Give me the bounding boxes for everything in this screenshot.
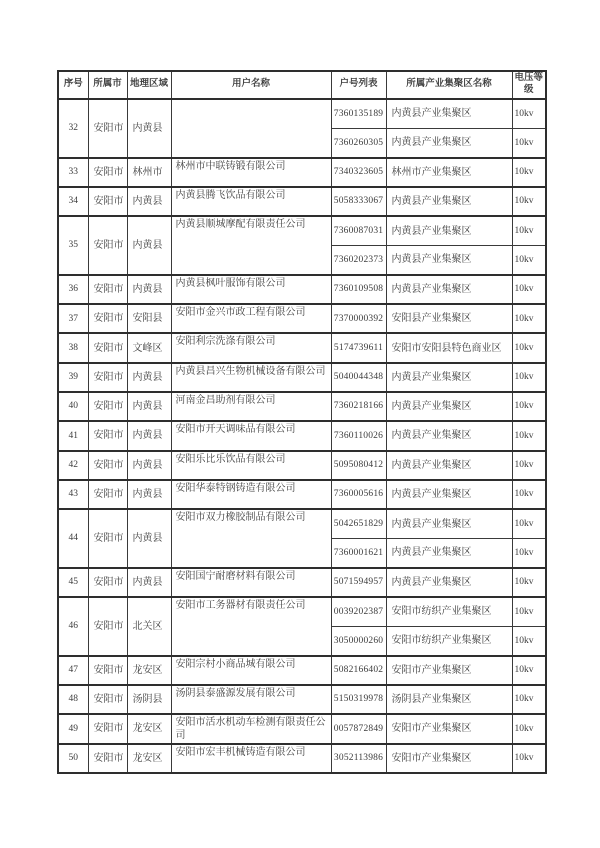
account-number-cell: 5082166402	[331, 656, 386, 685]
region-cell: 内黄县	[127, 216, 171, 275]
serial-number-cell: 44	[58, 509, 88, 568]
region-cell: 安阳县	[127, 304, 171, 333]
city-cell: 安阳市	[88, 304, 127, 333]
user-name-cell: 内黄县顺城摩配有限责任公司	[171, 216, 331, 275]
voltage-level-cell: 10kv	[512, 392, 546, 421]
region-cell: 北关区	[127, 597, 171, 656]
account-number-cell: 5040044348	[331, 363, 386, 392]
voltage-level-cell: 10kv	[512, 451, 546, 480]
serial-number-cell: 45	[58, 568, 88, 597]
table-row	[58, 99, 546, 128]
account-number-cell: 5150319978	[331, 685, 386, 714]
table-row	[58, 363, 546, 392]
voltage-level-cell: 10kv	[512, 480, 546, 509]
header-city: 所属市	[88, 71, 127, 99]
table-row	[58, 685, 546, 714]
user-name-cell: 内黄县腾飞饮品有限公司	[171, 187, 331, 216]
serial-number-cell: 38	[58, 333, 88, 362]
user-name-cell: 汤阴县泰盛源发展有限公司	[171, 685, 331, 714]
voltage-level-cell: 10kv	[512, 245, 546, 274]
city-cell: 安阳市	[88, 597, 127, 656]
region-cell: 内黄县	[127, 480, 171, 509]
table-header-row	[58, 71, 546, 99]
user-name-cell: 安阳市金兴市政工程有限公司	[171, 304, 331, 333]
table-row	[58, 392, 546, 421]
table-row	[58, 714, 546, 743]
cluster-zone-cell: 安阳县产业集聚区	[386, 304, 512, 333]
voltage-level-cell: 10kv	[512, 597, 546, 626]
cluster-zone-cell: 安阳市产业集聚区	[386, 744, 512, 773]
voltage-level-cell: 10kv	[512, 714, 546, 743]
account-number-cell: 7360135189	[331, 99, 386, 128]
table-row	[58, 656, 546, 685]
city-cell: 安阳市	[88, 714, 127, 743]
header-account-list: 户号列表	[331, 71, 386, 99]
cluster-zone-cell: 内黄县产业集聚区	[386, 509, 512, 538]
voltage-level-cell: 10kv	[512, 158, 546, 187]
voltage-level-cell: 10kv	[512, 685, 546, 714]
user-name-cell: 安阳市双力橡胶制品有限公司	[171, 509, 331, 568]
account-number-cell: 0057872849	[331, 714, 386, 743]
serial-number-cell: 33	[58, 158, 88, 187]
user-name-cell: 河南金昌助剂有限公司	[171, 392, 331, 421]
serial-number-cell: 32	[58, 99, 88, 158]
city-cell: 安阳市	[88, 158, 127, 187]
user-name-cell: 安阳市活水机动车检测有限责任公司	[171, 714, 331, 743]
voltage-level-cell: 10kv	[512, 304, 546, 333]
cluster-zone-cell: 安阳市产业集聚区	[386, 714, 512, 743]
table-row	[58, 158, 546, 187]
user-name-cell: 安阳市宏丰机械铸造有限公司	[171, 744, 331, 773]
cluster-zone-cell: 安阳市纺织产业集聚区	[386, 626, 512, 655]
header-geographic-region: 地理区域	[127, 71, 171, 99]
cluster-zone-cell: 内黄县产业集聚区	[386, 568, 512, 597]
serial-number-cell: 39	[58, 363, 88, 392]
table-row	[58, 187, 546, 216]
serial-number-cell: 46	[58, 597, 88, 656]
city-cell: 安阳市	[88, 333, 127, 362]
region-cell: 内黄县	[127, 187, 171, 216]
cluster-zone-cell: 林州市产业集聚区	[386, 158, 512, 187]
table-row	[58, 451, 546, 480]
region-cell: 林州市	[127, 158, 171, 187]
account-number-cell: 5042651829	[331, 509, 386, 538]
voltage-level-cell: 10kv	[512, 744, 546, 773]
voltage-level-cell: 10kv	[512, 128, 546, 157]
account-number-cell: 5071594957	[331, 568, 386, 597]
voltage-level-cell: 10kv	[512, 187, 546, 216]
user-name-cell: 林州市中联铸锻有限公司	[171, 158, 331, 187]
cluster-zone-cell: 内黄县产业集聚区	[386, 480, 512, 509]
voltage-level-cell: 10kv	[512, 656, 546, 685]
city-cell: 安阳市	[88, 187, 127, 216]
cluster-zone-cell: 内黄县产业集聚区	[386, 99, 512, 128]
city-cell: 安阳市	[88, 216, 127, 275]
header-voltage-level: 电压等级	[512, 71, 546, 99]
region-cell: 内黄县	[127, 451, 171, 480]
serial-number-cell: 43	[58, 480, 88, 509]
table-row	[58, 216, 546, 245]
voltage-level-cell: 10kv	[512, 333, 546, 362]
city-cell: 安阳市	[88, 392, 127, 421]
account-number-cell: 3052113986	[331, 744, 386, 773]
account-number-cell: 7340323605	[331, 158, 386, 187]
serial-number-cell: 40	[58, 392, 88, 421]
city-cell: 安阳市	[88, 480, 127, 509]
cluster-zone-cell: 安阳市产业集聚区	[386, 656, 512, 685]
user-name-cell: 安阳华泰特钢铸造有限公司	[171, 480, 331, 509]
header-serial-number: 序号	[58, 71, 88, 99]
account-number-cell: 7370000392	[331, 304, 386, 333]
account-number-cell: 7360260305	[331, 128, 386, 157]
region-cell: 内黄县	[127, 363, 171, 392]
table-row	[58, 568, 546, 597]
voltage-level-cell: 10kv	[512, 275, 546, 304]
serial-number-cell: 41	[58, 421, 88, 450]
voltage-level-cell: 10kv	[512, 363, 546, 392]
serial-number-cell: 34	[58, 187, 88, 216]
user-name-cell: 内黄县昌兴生物机械设备有限公司	[171, 363, 331, 392]
voltage-level-cell: 10kv	[512, 626, 546, 655]
account-number-cell: 5058333067	[331, 187, 386, 216]
header-user-name: 用户名称	[171, 71, 331, 99]
table-body	[58, 99, 546, 773]
city-cell: 安阳市	[88, 451, 127, 480]
account-number-cell: 7360110026	[331, 421, 386, 450]
region-cell: 内黄县	[127, 421, 171, 450]
voltage-level-cell: 10kv	[512, 538, 546, 567]
user-name-cell	[171, 99, 331, 158]
cluster-zone-cell: 内黄县产业集聚区	[386, 275, 512, 304]
serial-number-cell: 49	[58, 714, 88, 743]
account-number-cell: 5174739611	[331, 333, 386, 362]
voltage-level-cell: 10kv	[512, 509, 546, 538]
user-name-cell: 安阳市开天调味品有限公司	[171, 421, 331, 450]
region-cell: 汤阴县	[127, 685, 171, 714]
voltage-level-cell: 10kv	[512, 99, 546, 128]
table-row	[58, 275, 546, 304]
table-row	[58, 333, 546, 362]
region-cell: 龙安区	[127, 656, 171, 685]
serial-number-cell: 35	[58, 216, 88, 275]
table-row	[58, 421, 546, 450]
user-name-cell: 安阳宗村小商品城有限公司	[171, 656, 331, 685]
city-cell: 安阳市	[88, 568, 127, 597]
serial-number-cell: 37	[58, 304, 88, 333]
user-name-cell: 内黄县枫叶服饰有限公司	[171, 275, 331, 304]
serial-number-cell: 42	[58, 451, 88, 480]
region-cell: 文峰区	[127, 333, 171, 362]
city-cell: 安阳市	[88, 685, 127, 714]
header-cluster-zone-name: 所属产业集聚区名称	[386, 71, 512, 99]
account-number-cell: 7360001621	[331, 538, 386, 567]
voltage-level-cell: 10kv	[512, 216, 546, 245]
region-cell: 龙安区	[127, 714, 171, 743]
city-cell: 安阳市	[88, 99, 127, 158]
account-number-cell: 3050000260	[331, 626, 386, 655]
city-cell: 安阳市	[88, 421, 127, 450]
region-cell: 龙安区	[127, 744, 171, 773]
city-cell: 安阳市	[88, 744, 127, 773]
cluster-zone-cell: 内黄县产业集聚区	[386, 451, 512, 480]
account-number-cell: 7360087031	[331, 216, 386, 245]
serial-number-cell: 36	[58, 275, 88, 304]
cluster-zone-cell: 安阳市安阳县特色商业区	[386, 333, 512, 362]
city-cell: 安阳市	[88, 656, 127, 685]
industrial-cluster-user-table	[57, 70, 547, 774]
table-row	[58, 597, 546, 626]
account-number-cell: 7360109508	[331, 275, 386, 304]
account-number-cell: 7360202373	[331, 245, 386, 274]
region-cell: 内黄县	[127, 392, 171, 421]
serial-number-cell: 50	[58, 744, 88, 773]
account-number-cell: 7360218166	[331, 392, 386, 421]
cluster-zone-cell: 内黄县产业集聚区	[386, 392, 512, 421]
region-cell: 内黄县	[127, 568, 171, 597]
table-row	[58, 304, 546, 333]
city-cell: 安阳市	[88, 275, 127, 304]
voltage-level-cell: 10kv	[512, 421, 546, 450]
table-row	[58, 480, 546, 509]
cluster-zone-cell: 内黄县产业集聚区	[386, 187, 512, 216]
cluster-zone-cell: 内黄县产业集聚区	[386, 245, 512, 274]
cluster-zone-cell: 汤阴县产业集聚区	[386, 685, 512, 714]
cluster-zone-cell: 内黄县产业集聚区	[386, 538, 512, 567]
account-number-cell: 0039202387	[331, 597, 386, 626]
user-name-cell: 安阳市工务器材有限责任公司	[171, 597, 331, 656]
cluster-zone-cell: 内黄县产业集聚区	[386, 216, 512, 245]
city-cell: 安阳市	[88, 363, 127, 392]
cluster-zone-cell: 内黄县产业集聚区	[386, 128, 512, 157]
region-cell: 内黄县	[127, 275, 171, 304]
serial-number-cell: 48	[58, 685, 88, 714]
cluster-zone-cell: 安阳市纺织产业集聚区	[386, 597, 512, 626]
voltage-level-cell: 10kv	[512, 568, 546, 597]
cluster-zone-cell: 内黄县产业集聚区	[386, 421, 512, 450]
table-row	[58, 744, 546, 773]
cluster-zone-cell: 内黄县产业集聚区	[386, 363, 512, 392]
region-cell: 内黄县	[127, 509, 171, 568]
serial-number-cell: 47	[58, 656, 88, 685]
account-number-cell: 5095080412	[331, 451, 386, 480]
user-name-cell: 安阳利宗洗涤有限公司	[171, 333, 331, 362]
user-name-cell: 安阳乐比乐饮品有限公司	[171, 451, 331, 480]
account-number-cell: 7360005616	[331, 480, 386, 509]
user-name-cell: 安阳国宁耐磨材料有限公司	[171, 568, 331, 597]
region-cell: 内黄县	[127, 99, 171, 158]
table-row	[58, 509, 546, 538]
city-cell: 安阳市	[88, 509, 127, 568]
